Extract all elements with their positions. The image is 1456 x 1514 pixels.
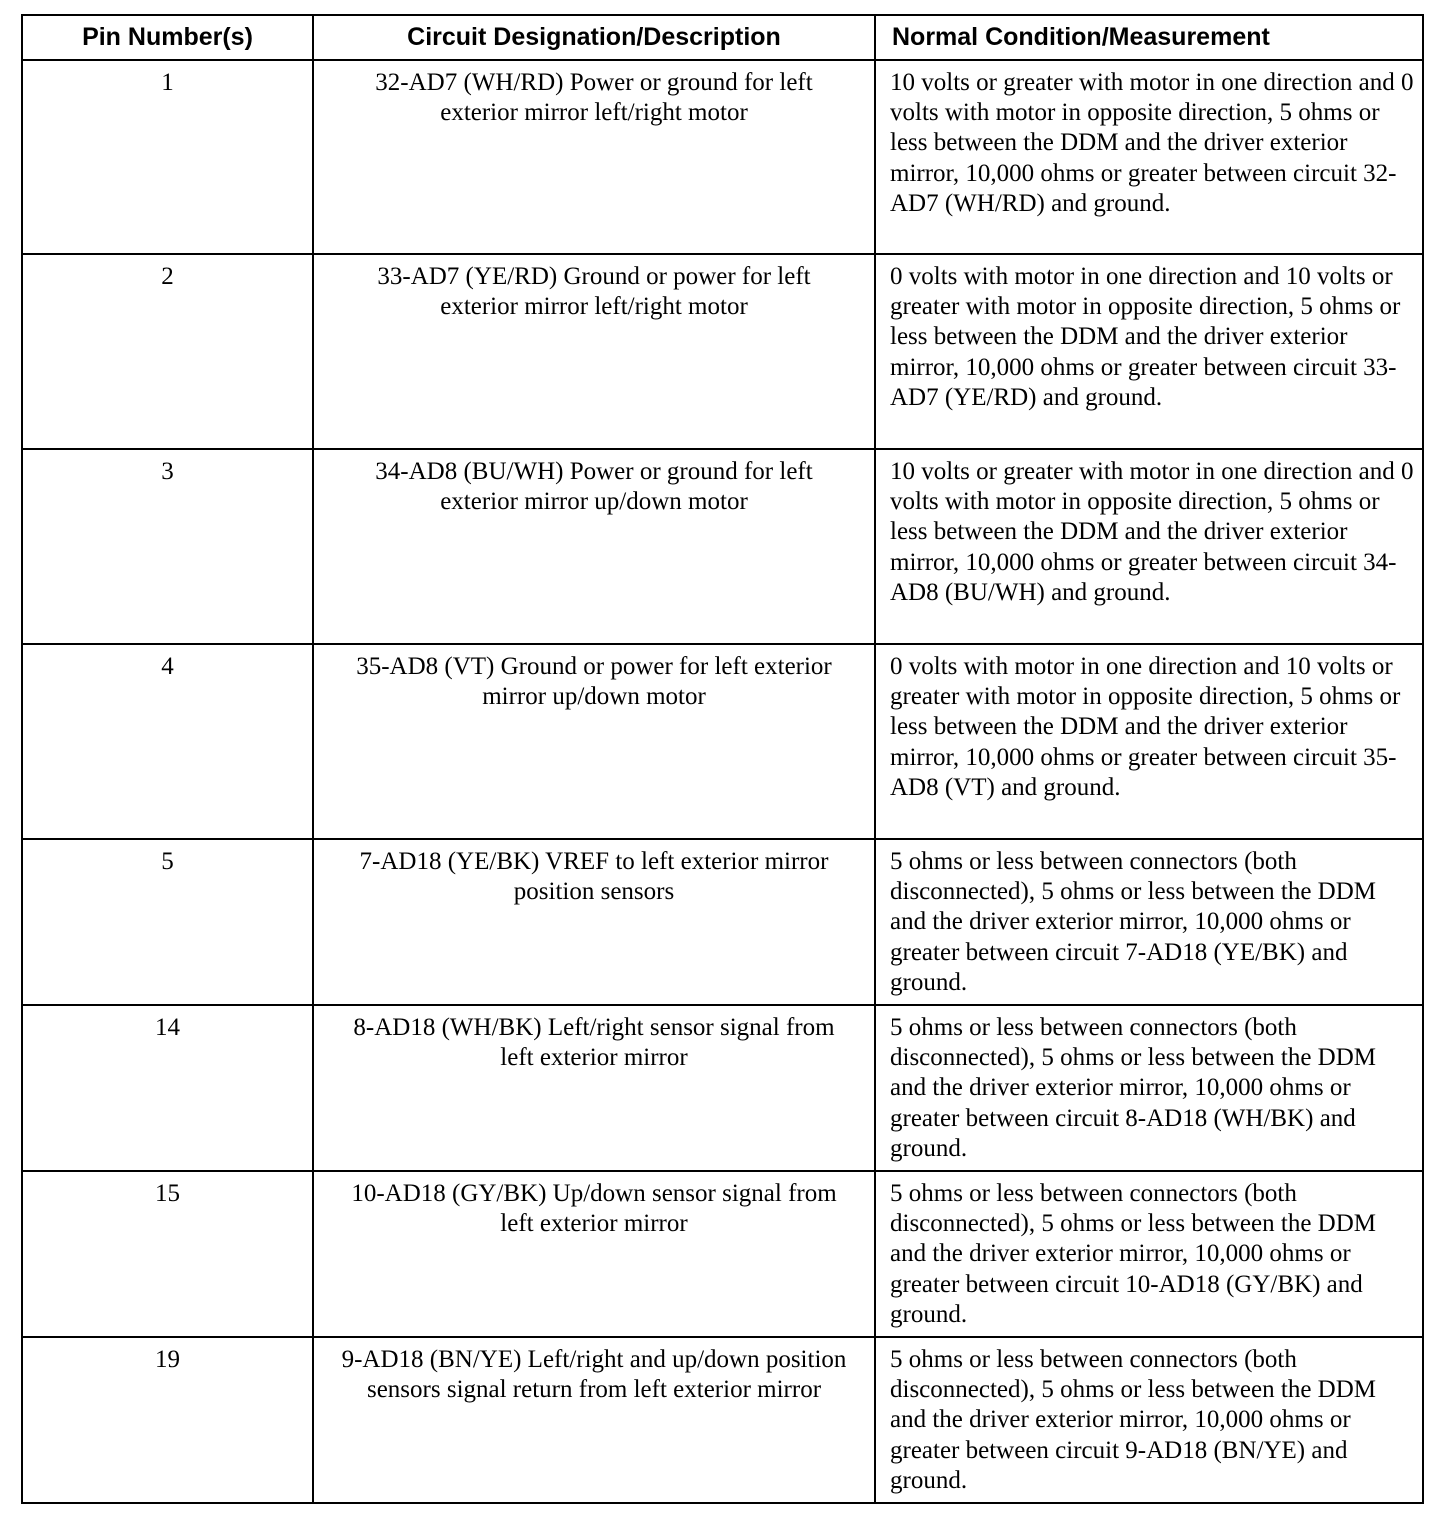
measurement-cell: 0 volts with motor in one direction and 10 volts or greater with motor in opposite direction, 5 ohms or less between the DDM and the driver exterior mirror, 10,000 ohms or greater between circuit 35-AD8 (VT) and ground. (875, 644, 1423, 839)
header-pin-number: Pin Number(s) (22, 15, 313, 60)
measurement-cell: 10 volts or greater with motor in one direction and 0 volts with motor in opposite direction, 5 ohms or less between the DDM and the driver exterior mirror, 10,000 ohms or greater between circuit 32-AD7 (WH/RD) and ground. (875, 60, 1423, 254)
circuit-description-cell: 8-AD18 (WH/BK) Left/right sensor signal from left exterior mirror (313, 1005, 875, 1171)
table-row (22, 60, 1423, 254)
pin-number-cell: 15 (22, 1171, 313, 1337)
table-row (22, 1171, 1423, 1337)
table-row (22, 839, 1423, 1005)
pin-measurement-table (21, 14, 1424, 1504)
table-row (22, 254, 1423, 449)
circuit-description-cell: 9-AD18 (BN/YE) Left/right and up/down position sensors signal return from left exterior mirror (313, 1337, 875, 1503)
circuit-description-cell: 7-AD18 (YE/BK) VREF to left exterior mirror position sensors (313, 839, 875, 1005)
circuit-description-cell: 32-AD7 (WH/RD) Power or ground for left exterior mirror left/right motor (313, 60, 875, 254)
table-row (22, 644, 1423, 839)
measurement-cell: 5 ohms or less between connectors (both disconnected), 5 ohms or less between the DDM and the driver exterior mirror, 10,000 ohms or greater between circuit 10-AD18 (GY/BK) and ground. (875, 1171, 1423, 1337)
header-row (22, 15, 1423, 60)
table-row (22, 449, 1423, 644)
table-body (22, 60, 1423, 1503)
circuit-description-cell: 34-AD8 (BU/WH) Power or ground for left exterior mirror up/down motor (313, 449, 875, 644)
circuit-description-cell: 35-AD8 (VT) Ground or power for left exterior mirror up/down motor (313, 644, 875, 839)
pin-number-cell: 19 (22, 1337, 313, 1503)
measurement-cell: 5 ohms or less between connectors (both disconnected), 5 ohms or less between the DDM and the driver exterior mirror, 10,000 ohms or greater between circuit 8-AD18 (WH/BK) and ground. (875, 1005, 1423, 1171)
table-row (22, 1005, 1423, 1171)
pin-number-cell: 5 (22, 839, 313, 1005)
pin-number-cell: 1 (22, 60, 313, 254)
circuit-description-cell: 33-AD7 (YE/RD) Ground or power for left exterior mirror left/right motor (313, 254, 875, 449)
pin-number-cell: 14 (22, 1005, 313, 1171)
measurement-cell: 5 ohms or less between connectors (both disconnected), 5 ohms or less between the DDM and the driver exterior mirror, 10,000 ohms or greater between circuit 7-AD18 (YE/BK) and ground. (875, 839, 1423, 1005)
table-row (22, 1337, 1423, 1503)
pin-number-cell: 2 (22, 254, 313, 449)
table-header (22, 15, 1423, 60)
header-normal-condition: Normal Condition/Measurement (875, 15, 1423, 60)
measurement-cell: 10 volts or greater with motor in one direction and 0 volts with motor in opposite direction, 5 ohms or less between the DDM and the driver exterior mirror, 10,000 ohms or greater between circuit 34-AD8 (BU/WH) and ground. (875, 449, 1423, 644)
pin-number-cell: 3 (22, 449, 313, 644)
header-circuit-designation: Circuit Designation/Description (313, 15, 875, 60)
measurement-cell: 0 volts with motor in one direction and 10 volts or greater with motor in opposite direction, 5 ohms or less between the DDM and the driver exterior mirror, 10,000 ohms or greater between circuit 33-AD7 (YE/RD) and ground. (875, 254, 1423, 449)
pin-number-cell: 4 (22, 644, 313, 839)
circuit-description-cell: 10-AD18 (GY/BK) Up/down sensor signal from left exterior mirror (313, 1171, 875, 1337)
measurement-cell: 5 ohms or less between connectors (both disconnected), 5 ohms or less between the DDM and the driver exterior mirror, 10,000 ohms or greater between circuit 9-AD18 (BN/YE) and ground. (875, 1337, 1423, 1503)
